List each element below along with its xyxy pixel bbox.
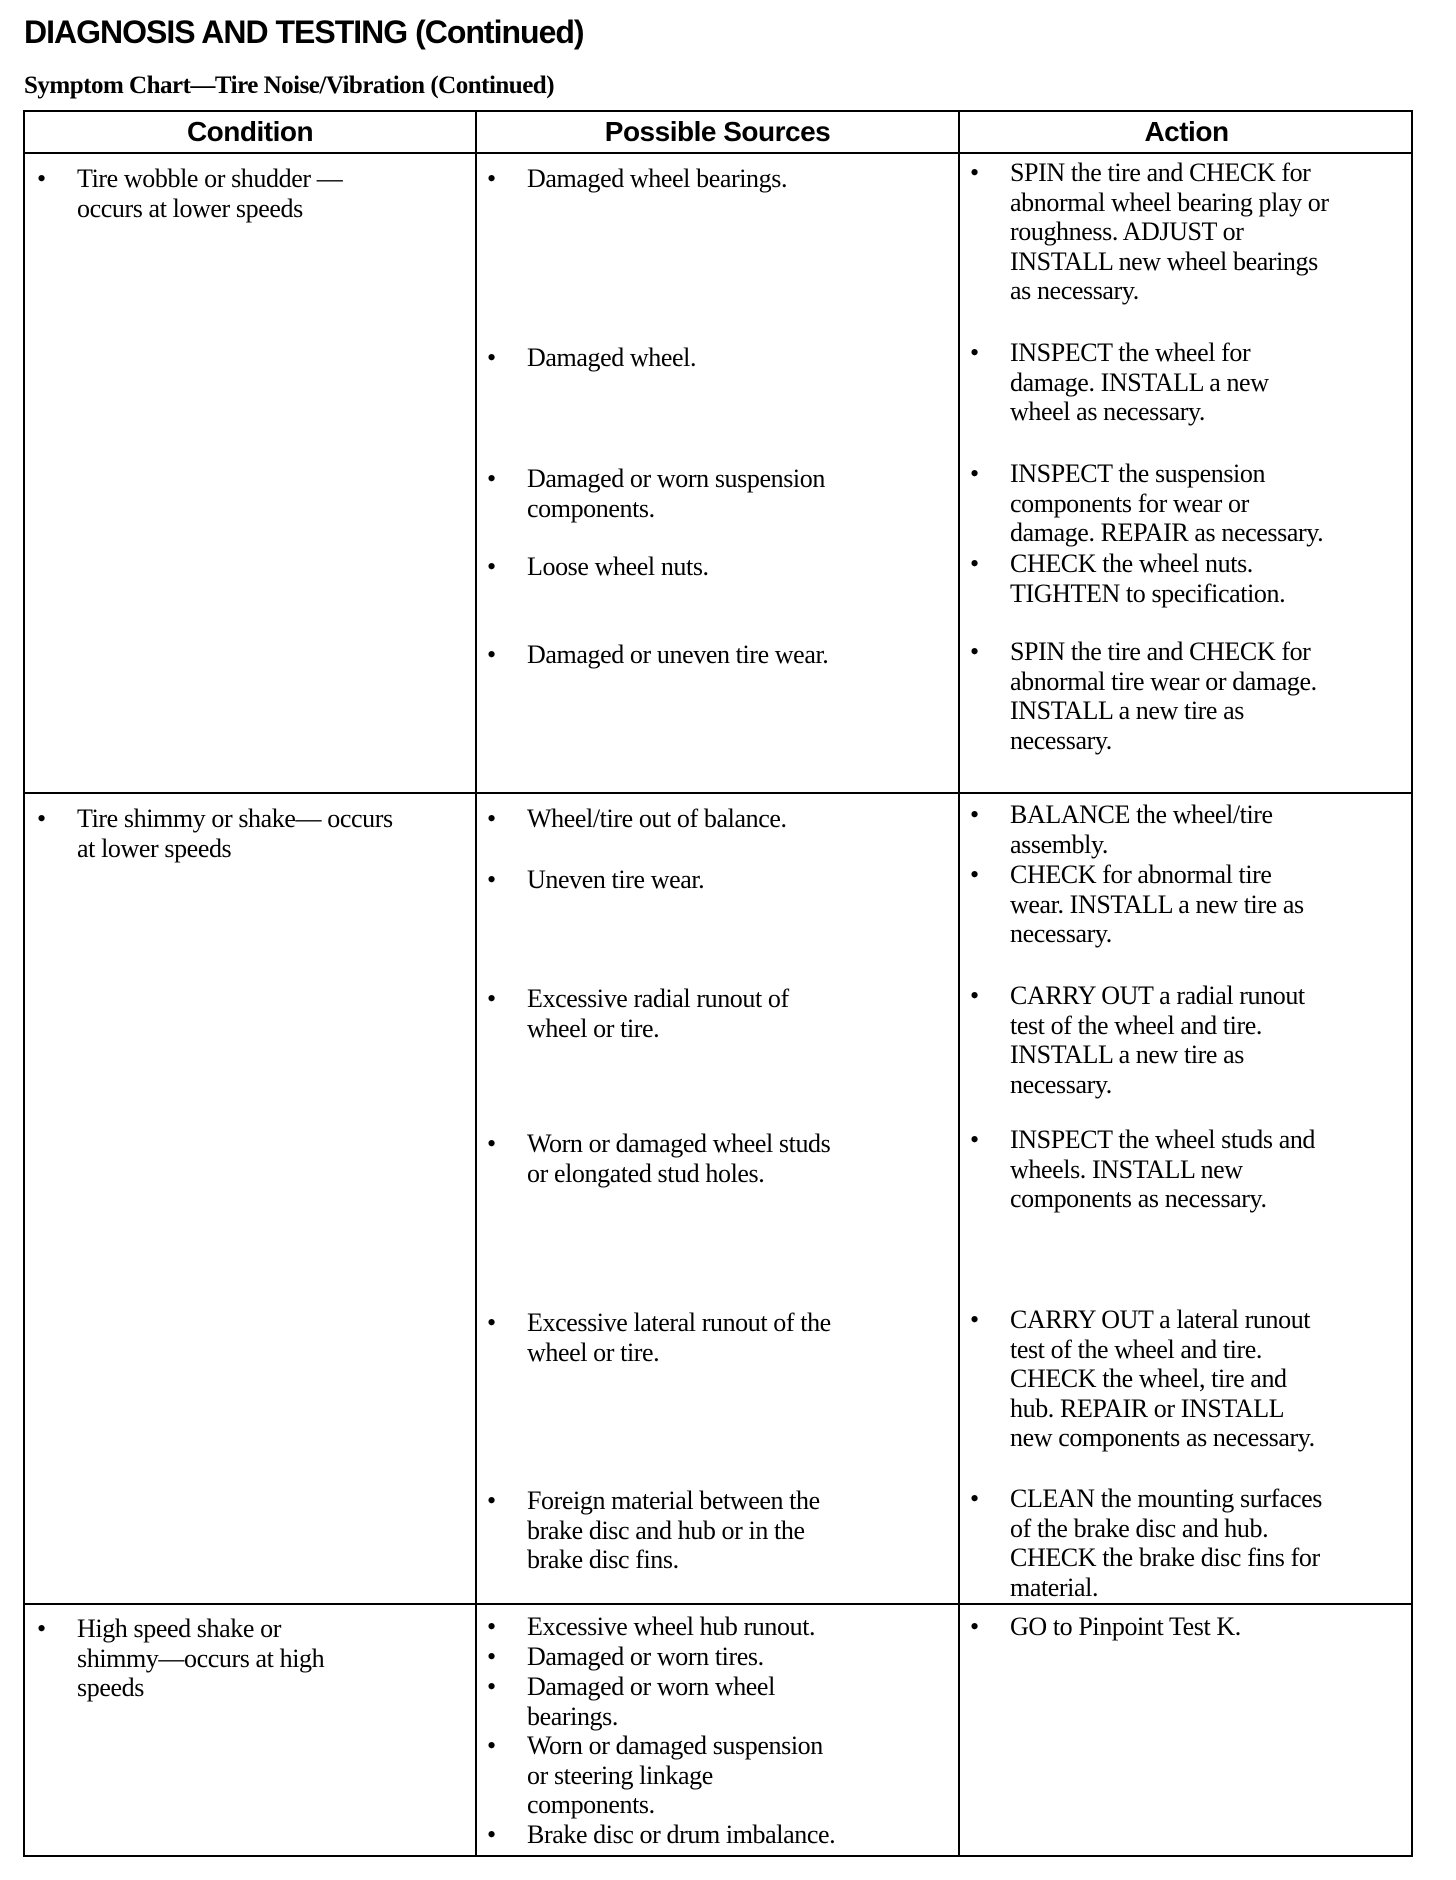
source-text: Damaged or worn wheel bearings. bbox=[527, 1672, 775, 1731]
bullet: • bbox=[970, 981, 979, 1010]
bullet: • bbox=[970, 338, 979, 367]
bullet: • bbox=[487, 1731, 496, 1760]
source-text: Foreign material between the brake disc and hub or in the brake disc fins. bbox=[527, 1486, 820, 1574]
source-text: Wheel/tire out of balance. bbox=[527, 804, 787, 833]
bullet: • bbox=[487, 865, 496, 894]
bullet: • bbox=[487, 804, 496, 833]
header-divider bbox=[25, 152, 1411, 154]
chart-subheading: Symptom Chart—Tire Noise/Vibration (Continued) bbox=[24, 72, 555, 99]
bullet: • bbox=[970, 1125, 979, 1154]
source-text: Damaged or worn tires. bbox=[527, 1642, 764, 1671]
bullet: • bbox=[970, 1484, 979, 1513]
action-text: GO to Pinpoint Test K. bbox=[1010, 1612, 1241, 1641]
bullet: • bbox=[487, 984, 496, 1013]
bullet: • bbox=[970, 549, 979, 578]
action-text: CARRY OUT a lateral runout test of the wheel and tire. CHECK the wheel, tire and hub. REPAIR or INSTALL new components as necessary. bbox=[1010, 1305, 1315, 1452]
source-text: Loose wheel nuts. bbox=[527, 552, 709, 581]
source-text: Uneven tire wear. bbox=[527, 865, 705, 894]
source-text: Damaged or worn suspension components. bbox=[527, 464, 825, 523]
row-divider bbox=[25, 792, 1411, 794]
header-condition: Condition bbox=[186, 116, 314, 147]
source-text: Excessive wheel hub runout. bbox=[527, 1612, 816, 1641]
bullet: • bbox=[487, 1129, 496, 1158]
bullet: • bbox=[487, 464, 496, 493]
action-text: CHECK the wheel nuts. TIGHTEN to specification. bbox=[1010, 549, 1286, 608]
column-divider bbox=[475, 112, 477, 1855]
source-text: Brake disc or drum imbalance. bbox=[527, 1820, 836, 1849]
source-text: Excessive lateral runout of the wheel or tire. bbox=[527, 1308, 831, 1367]
bullet: • bbox=[970, 1305, 979, 1334]
action-text: SPIN the tire and CHECK for abnormal wheel bearing play or roughness. ADJUST or INSTALL new wheel bearings as necessary. bbox=[1010, 158, 1329, 305]
action-text: CHECK for abnormal tire wear. INSTALL a new tire as necessary. bbox=[1010, 860, 1304, 948]
bullet: • bbox=[487, 552, 496, 581]
source-text: Damaged wheel. bbox=[527, 343, 697, 372]
bullet: • bbox=[487, 343, 496, 372]
bullet: • bbox=[970, 1612, 979, 1641]
bullet: • bbox=[487, 1820, 496, 1849]
action-text: INSPECT the suspension components for wear or damage. REPAIR as necessary. bbox=[1010, 459, 1324, 547]
source-text: Worn or damaged suspension or steering linkage components. bbox=[527, 1731, 823, 1819]
bullet: • bbox=[37, 1614, 46, 1643]
bullet: • bbox=[487, 1672, 496, 1701]
bullet: • bbox=[970, 158, 979, 187]
action-text: INSPECT the wheel for damage. INSTALL a new wheel as necessary. bbox=[1010, 338, 1269, 426]
page-heading: DIAGNOSIS AND TESTING (Continued) bbox=[24, 14, 584, 50]
condition-text: High speed shake or shimmy—occurs at high speeds bbox=[77, 1614, 325, 1702]
action-text: INSPECT the wheel studs and wheels. INSTALL new components as necessary. bbox=[1010, 1125, 1316, 1213]
bullet: • bbox=[487, 164, 496, 193]
header-possible-sources: Possible Sources bbox=[604, 116, 831, 147]
symptom-chart-table bbox=[23, 110, 1413, 1857]
column-divider bbox=[958, 112, 960, 1855]
bullet: • bbox=[37, 804, 46, 833]
source-text: Worn or damaged wheel studs or elongated stud holes. bbox=[527, 1129, 831, 1188]
condition-text: Tire wobble or shudder — occurs at lower speeds bbox=[77, 164, 343, 223]
bullet: • bbox=[487, 640, 496, 669]
header-action: Action bbox=[1144, 116, 1229, 147]
condition-text: Tire shimmy or shake— occurs at lower speeds bbox=[77, 804, 393, 863]
source-text: Excessive radial runout of wheel or tire. bbox=[527, 984, 789, 1043]
bullet: • bbox=[970, 459, 979, 488]
source-text: Damaged or uneven tire wear. bbox=[527, 640, 829, 669]
row-divider bbox=[25, 1603, 1411, 1605]
bullet: • bbox=[487, 1642, 496, 1671]
bullet: • bbox=[37, 164, 46, 193]
bullet: • bbox=[487, 1308, 496, 1337]
source-text: Damaged wheel bearings. bbox=[527, 164, 788, 193]
action-text: CARRY OUT a radial runout test of the wheel and tire. INSTALL a new tire as necessary. bbox=[1010, 981, 1305, 1099]
action-text: SPIN the tire and CHECK for abnormal tire wear or damage. INSTALL a new tire as necessary. bbox=[1010, 637, 1317, 755]
action-text: CLEAN the mounting surfaces of the brake disc and hub. CHECK the brake disc fins for material. bbox=[1010, 1484, 1322, 1602]
bullet: • bbox=[970, 860, 979, 889]
action-text: BALANCE the wheel/tire assembly. bbox=[1010, 800, 1273, 859]
bullet: • bbox=[970, 800, 979, 829]
bullet: • bbox=[487, 1612, 496, 1641]
bullet: • bbox=[487, 1486, 496, 1515]
bullet: • bbox=[970, 637, 979, 666]
